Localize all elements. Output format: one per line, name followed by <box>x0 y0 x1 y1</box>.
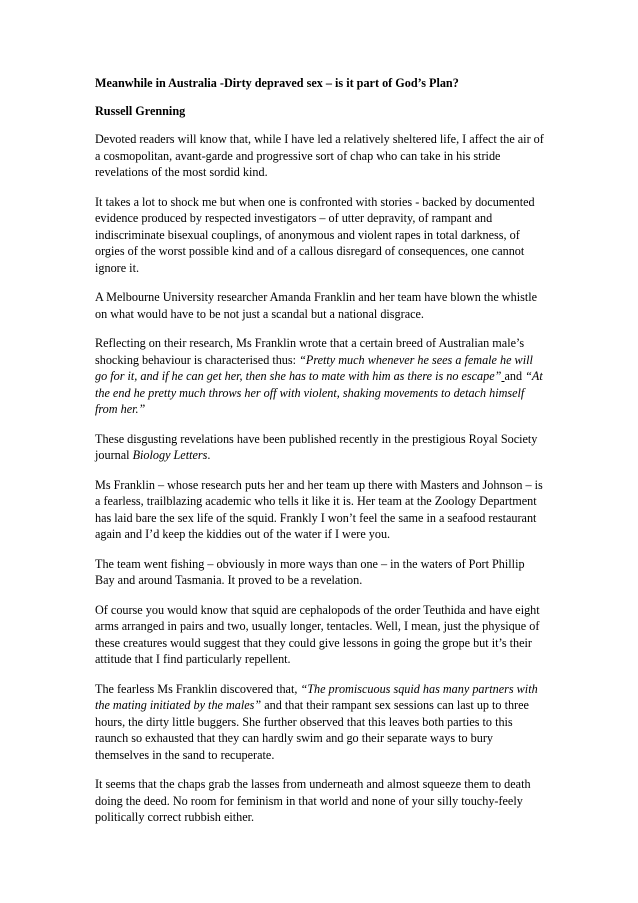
paragraph-7: The team went fishing – obviously in more ways than one – in the waters of Port Phillip Bay and around Tasmania. It proved to be a revelation. <box>95 556 525 587</box>
paragraph-8: Of course you would know that squid are cephalopods of the order Teuthida and have eight arms arranged in pairs and two, usually longer, tentacles. Well, I mean, just the physique of these creatures would suggest that they could give lessons in going the grope but it’s their attitude that I find particularly repellent. <box>95 602 540 666</box>
paragraph-5 <box>95 431 547 464</box>
paragraph-4-intro: Reflecting on their research, Ms Franklin wrote that a certain breed of Australian male’s shocking behaviour is characterised thus: <box>95 336 525 367</box>
paragraph-4 <box>95 335 547 418</box>
quote-2: “At the end he pretty much throws her off with violent, shaking movements to detach himself from her.” <box>95 369 543 416</box>
paragraph-10: It seems that the chaps grab the lasses from underneath and almost squeeze them to death doing the deed. No room for feminism in that world and none of your silly touchy-feely politically correct rubbish either. <box>95 777 531 824</box>
paragraph-9-intro: The fearless Ms Franklin discovered that, <box>95 681 301 696</box>
quote-1: “Pretty much whenever he sees a female he will go for it, and if he can get her, then she has to mate with him as there is no escape” <box>95 352 533 383</box>
article-title: Meanwhile in Australia -Dirty depraved sex – is it part of God’s Plan? <box>95 76 459 90</box>
paragraph-5-end: . <box>207 448 211 462</box>
paragraph-3: A Melbourne University researcher Amanda Franklin and her team have blown the whistle on what would have to be not just a scandal but a national disgrace. <box>95 290 538 321</box>
quote-3: “The promiscuous squid has many partners with the mating initiated by the males” <box>95 681 538 712</box>
journal-name: Biology Letters <box>132 448 208 462</box>
paragraph-2: It takes a lot to shock me but when one is confronted with stories - backed by documented evidence produced by respected investigators – of utter depravity, of rampant and indiscriminate bisexual couplings, of anonymous and violent rapes in total darkness, of orgies of the worst possible kind and of a callous disregard of consequences, one cannot ignore it. <box>95 194 535 275</box>
paragraph-6: Ms Franklin – whose research puts her and her team up there with Masters and Johnson – is a fearless, trailblazing academic who tells it like it is. Her team at the Zoology Department has laid bare the sex life of the squid. Frankly I won’t feel the same in a seafood restaurant again and I’d keep the kiddies out of the water if I were you. <box>95 477 543 541</box>
paragraph-4-joiner: and <box>504 369 526 383</box>
paragraph-9-rest: and that their rampant sex sessions can last up to three hours, the dirty little buggers. She further observed that this leaves both parties to this raunch so exhausted that they can hardly swim and go their separate ways to bury themselves in the sand to recuperate. <box>95 698 529 762</box>
article-author: Russell Grenning <box>95 103 186 118</box>
paragraph-5-text: These disgusting revelations have been published recently in the prestigious Royal Society journal <box>95 431 538 462</box>
document-page <box>95 75 547 839</box>
paragraph-9 <box>95 681 547 764</box>
paragraph-1: Devoted readers will know that, while I have led a relatively sheltered life, I affect the air of a cosmopolitan, avant-garde and progressive sort of chap who can take in his stride revelations of the most sordid kind. <box>95 132 544 179</box>
